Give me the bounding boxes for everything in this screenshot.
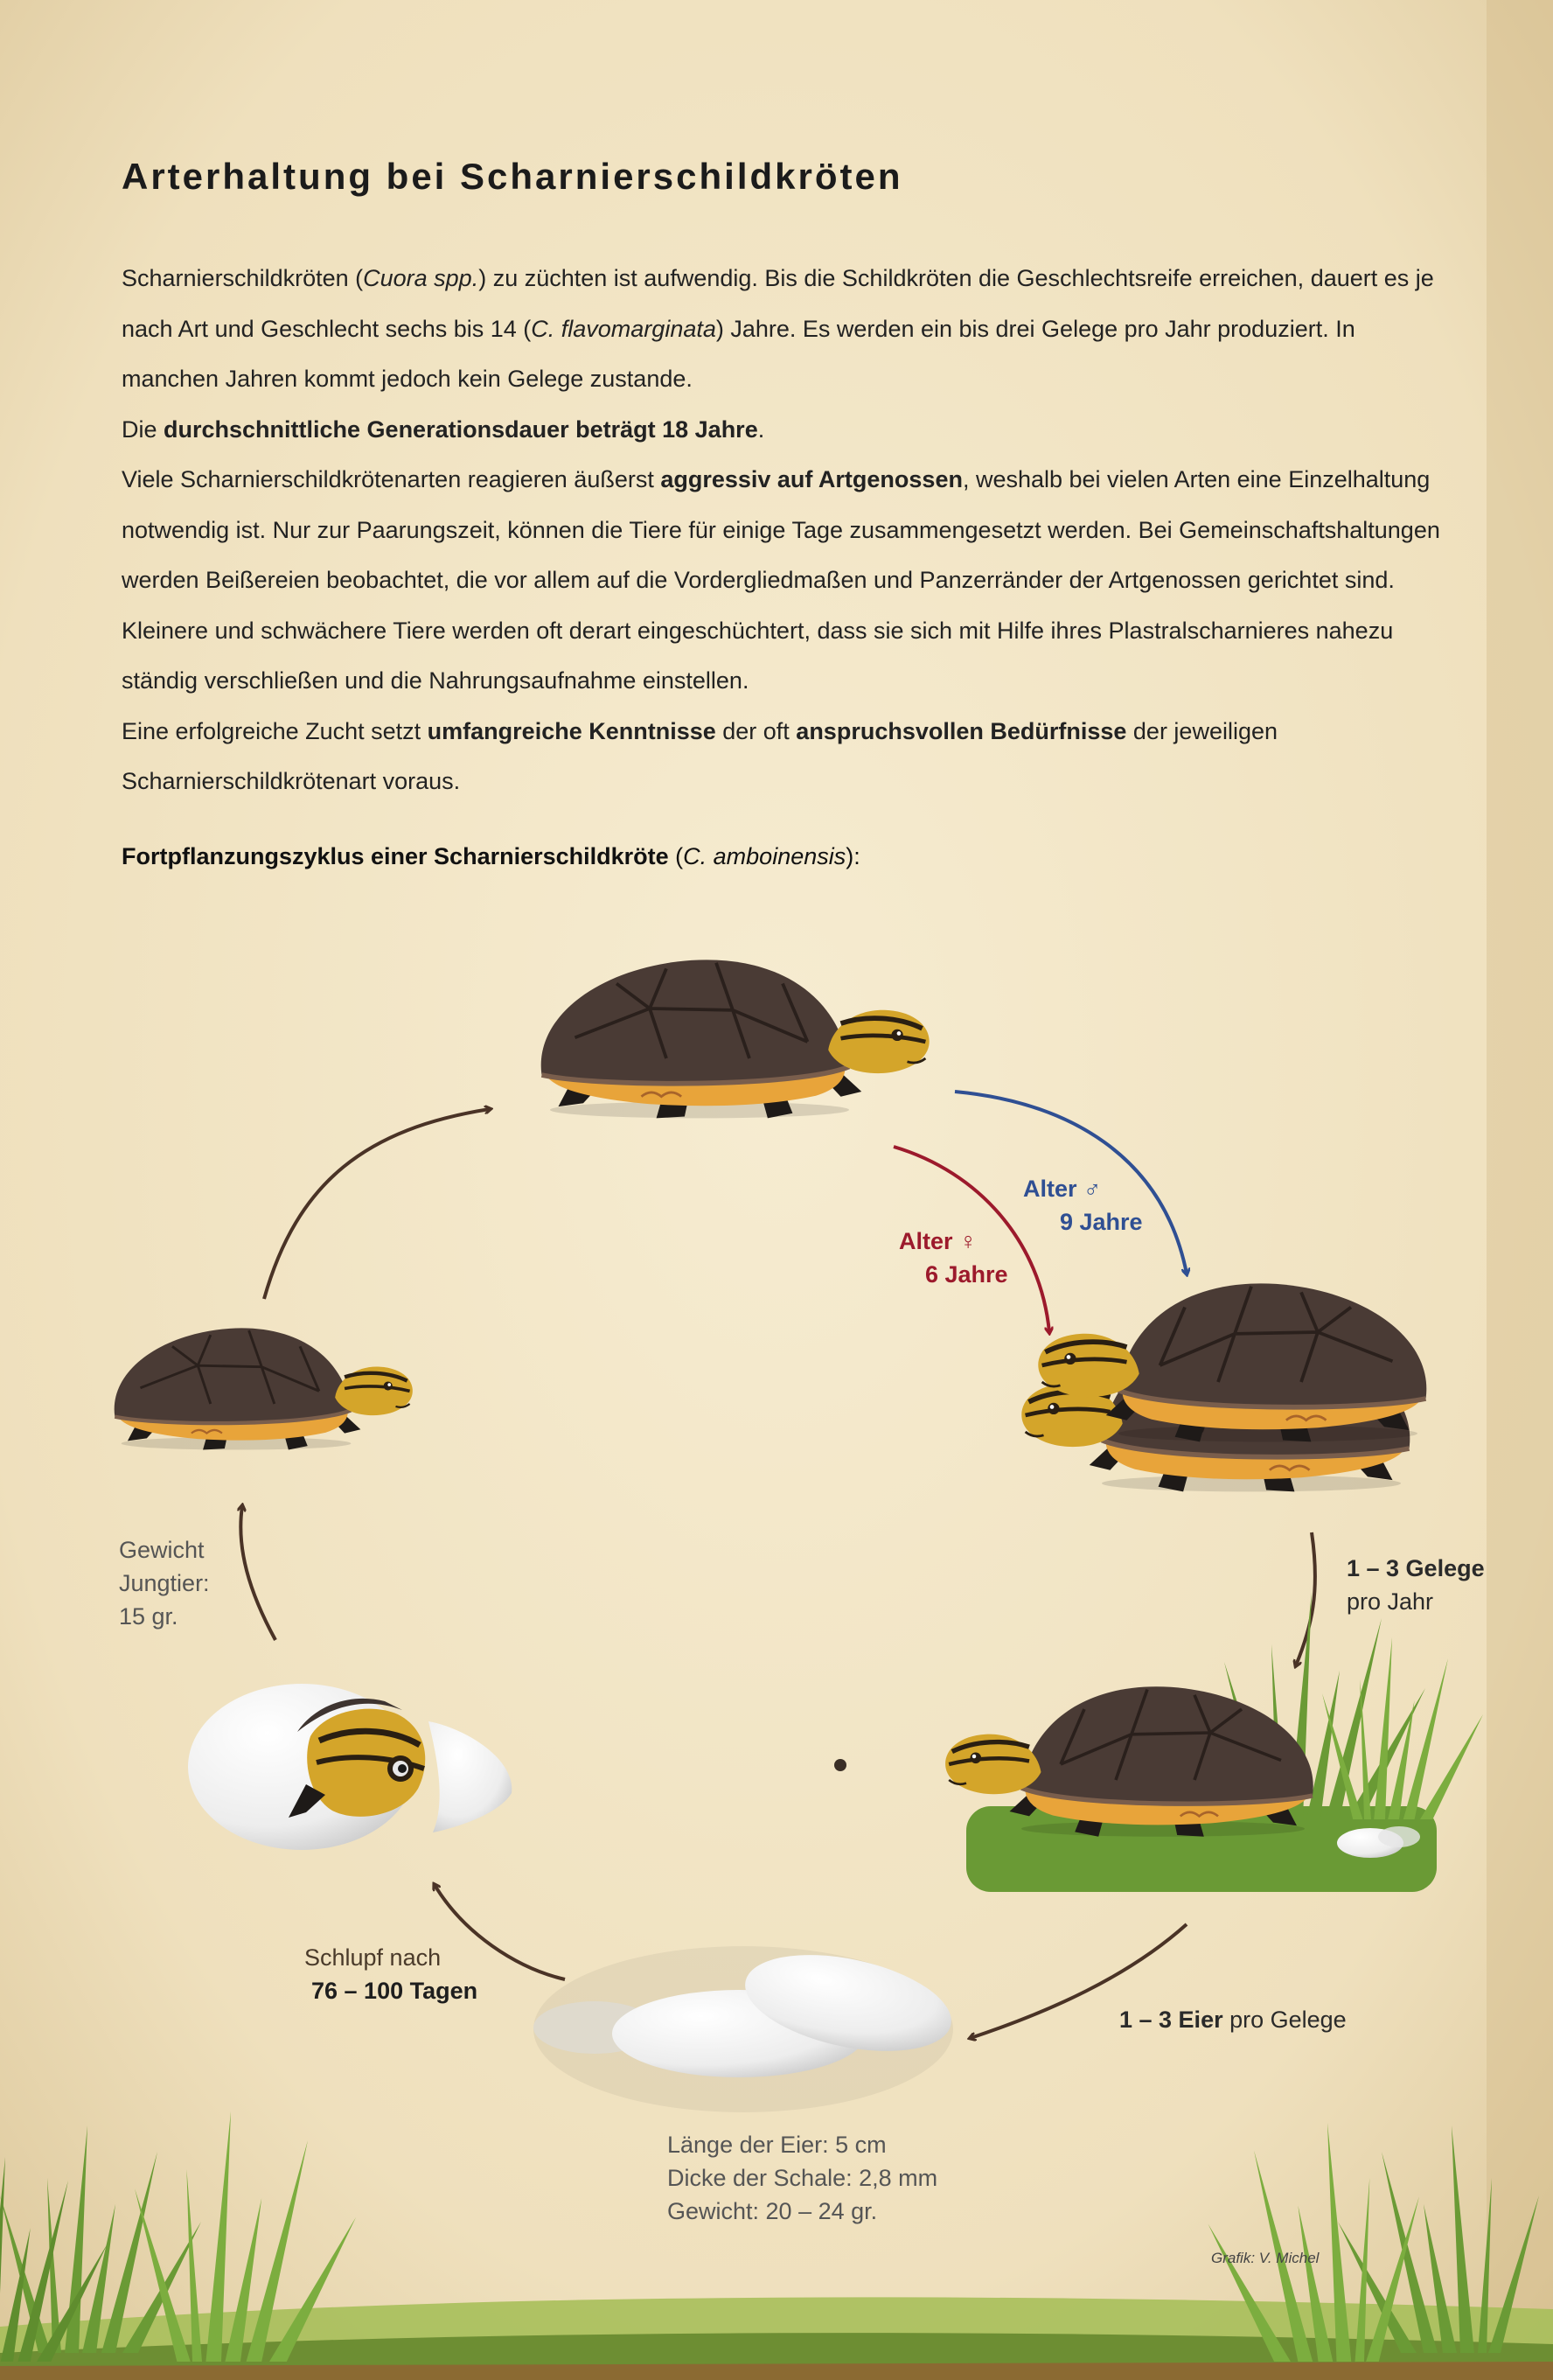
label-juvenile-weight: Gewicht Jungtier: 15 gr. <box>119 1537 210 1630</box>
intro-paragraph-2: Die durchschnittliche Generationsdauer beträgt 18 Jahre. <box>122 415 765 443</box>
label-hatch-time: Schlupf nach 76 – 100 Tagen <box>304 1944 478 2004</box>
intro-paragraph-4: Eine erfolgreiche Zucht setzt umfangreiche Kenntnisse der oft anspruchsvollen Bedürfnisse der jeweiligen Scharnierschildkrötenart voraus. <box>122 717 1278 794</box>
label-egg-facts: Länge der Eier: 5 cm Dicke der Schale: 2,8 mm Gewicht: 20 – 24 gr. <box>667 2132 938 2224</box>
intro-paragraph-3: Viele Scharnierschildkrötenarten reagieren äußerst aggressiv auf Artgenossen, weshalb bei vielen Arten eine Einzelhaltung notwendig ist. Nur zur Paarungszeit, können die Tiere für einige Tage zusammengesetzt werden. Bei Gemeinschaftshaltungen werden Beißereien beobachtet, die vor allem auf die Vordergliedmaßen und Panzerränder der Artgenossen gerichtet sind. Kleinere und schwächere Tiere werden oft derart eingeschüchtert, dass sie sich mit Hilfe ihres Plastralscharnieres nahezu ständig verschließen und die Nahrungsaufnahme einstellen. <box>122 466 1440 694</box>
page-title: Arterhaltung bei Scharnierschildkröten <box>122 156 903 197</box>
intro-paragraph-1: Scharnierschildkröten (Cuora spp.) zu züchten ist aufwendig. Bis die Schildkröten die Geschlechtsreife erreichen, dauert es je nach Art und Geschlecht sechs bis 14 (C. flavomarginata) Jahre. Es werden ein bis drei Gelege pro Jahr produziert. In manchen Jahren kommt jedoch kein Gelege zustande. <box>122 265 1434 392</box>
label-eggs-per-clutch: 1 – 3 Eier pro Gelege <box>1119 2007 1347 2033</box>
credit: Grafik: V. Michel <box>1211 2250 1320 2266</box>
cycle-heading: Fortpflanzungszyklus einer Scharnierschildkröte (C. amboinensis): <box>122 843 860 869</box>
label-male-age: Alter ♂ 9 Jahre <box>1023 1176 1143 1235</box>
label-clutches: 1 – 3 Gelege pro Jahr <box>1347 1555 1485 1615</box>
label-female-age: Alter ♀ 6 Jahre <box>899 1228 1008 1288</box>
intro-text <box>122 254 1451 807</box>
